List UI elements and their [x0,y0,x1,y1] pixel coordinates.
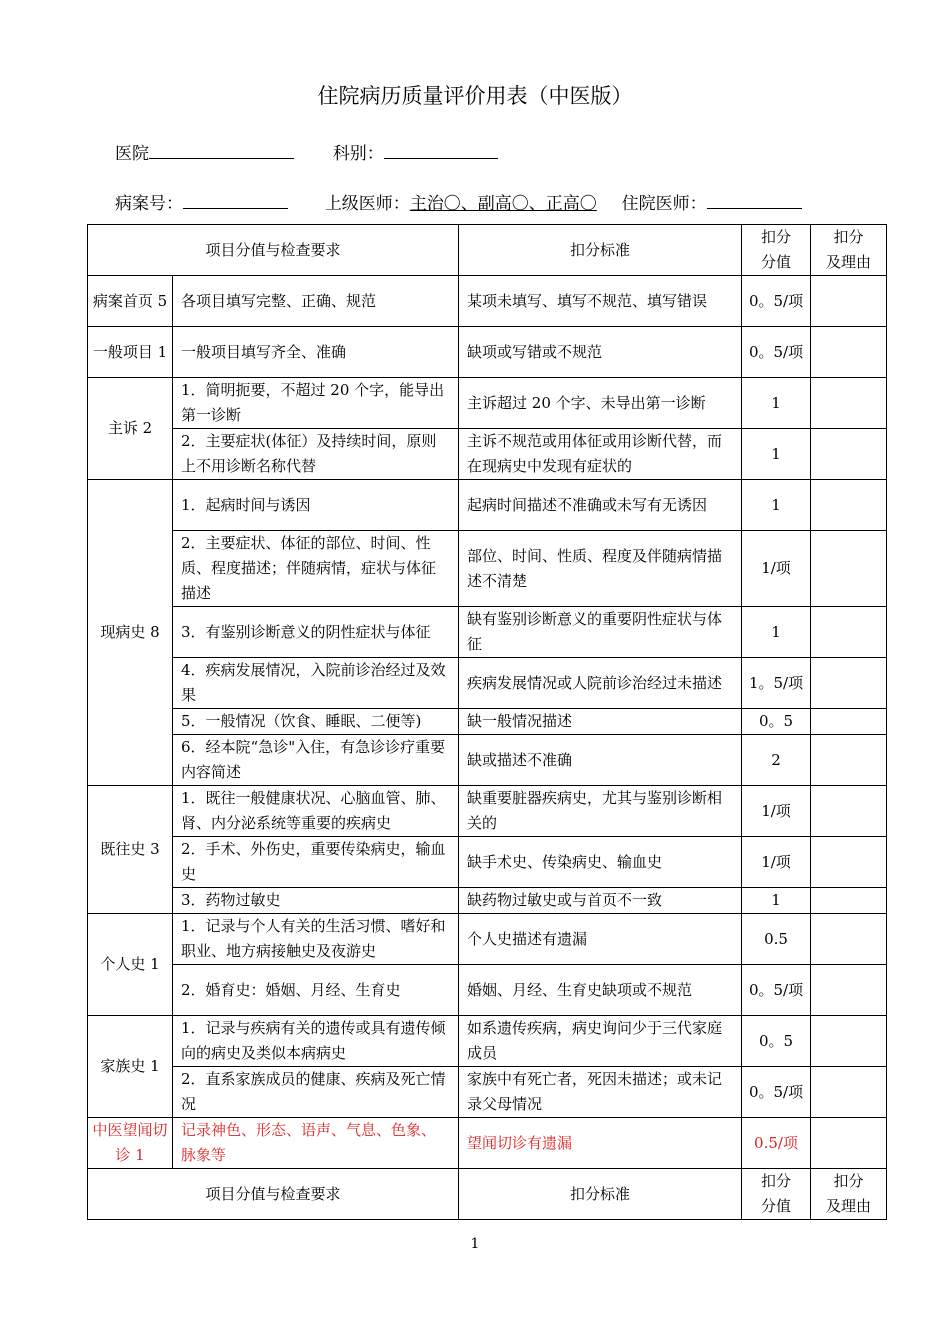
standard-cell: 家族中有死亡者，死因未描述；或未记录父母情况 [459,1067,742,1118]
table-row [88,735,887,786]
requirement-cell: 1．起病时间与诱因 [173,480,459,531]
table-row [88,709,887,735]
requirement-cell: 2．主要症状(体征）及持续时间，原则上不用诊断名称代替 [173,429,459,480]
page-number: 1 [470,1236,480,1252]
points-cell: 1 [742,480,811,531]
table-row [88,429,887,480]
requirement-cell: 1．既往一般健康状况、心脑血管、肺、肾、内分泌系统等重要的疾病史 [173,786,459,837]
table-row [88,1067,887,1118]
header-requirements: 项目分值与检查要求 [88,225,459,276]
points-cell: 1 [742,378,811,429]
standard-cell: 疾病发展情况或人院前诊治经过未描述 [459,658,742,709]
reason-input-cell[interactable] [811,786,887,837]
header-points [742,225,811,276]
standard-cell: 主诉超过 20 个字、未导出第一诊断 [459,378,742,429]
points-cell: 0。5 [742,709,811,735]
table-footer-header-row [88,1169,887,1220]
points-cell: 1/项 [742,786,811,837]
requirement-cell: 一般项目填写齐全、准确 [173,327,459,378]
standard-cell: 部位、时间、性质、程度及伴随病情描述不清楚 [459,531,742,607]
table-row [88,1118,887,1169]
evaluation-table [87,224,887,1220]
table-row [88,1016,887,1067]
header-reason-line2: 及理由 [826,253,872,271]
requirement-cell: 2．直系家族成员的健康、疾病及死亡情况 [173,1067,459,1118]
section-name: 主诉 2 [88,378,173,480]
table-row [88,531,887,607]
section-name: 现病史 8 [88,480,173,786]
points-cell: 0。5/项 [742,1067,811,1118]
standard-cell: 某项未填写、填写不规范、填写错误 [459,276,742,327]
points-cell: 0。5/项 [742,965,811,1016]
points-cell: 0。5/项 [742,327,811,378]
points-cell: 1/项 [742,837,811,888]
reason-input-cell[interactable] [811,276,887,327]
points-cell: 0。5 [742,1016,811,1067]
header-points [742,1169,811,1220]
standard-cell: 缺有鉴别诊断意义的重要阴性症状与体征 [459,607,742,658]
points-cell: 1/项 [742,531,811,607]
standard-cell: 个人史描述有遗漏 [459,914,742,965]
requirement-cell: 5．一般情况（饮食、睡眠、二便等) [173,709,459,735]
points-cell: 0.5/项 [742,1118,811,1169]
table-row [88,965,887,1016]
standard-cell: 望闻切诊有遗漏 [459,1118,742,1169]
requirement-cell: 2．手术、外伤史，重要传染病史，输血史 [173,837,459,888]
case-no-label: 病案号： [115,194,183,214]
reason-input-cell[interactable] [811,709,887,735]
hospital-field[interactable] [149,140,294,159]
requirement-cell: 2．婚育史：婚姻、月经、生育史 [173,965,459,1016]
header-points-line1: 扣分 [761,228,792,246]
table-row [88,837,887,888]
reason-input-cell[interactable] [811,658,887,709]
standard-cell: 缺手术史、传染病史、输血史 [459,837,742,888]
standard-cell: 缺药物过敏史或与首页不一致 [459,888,742,914]
standard-cell: 缺或描述不准确 [459,735,742,786]
requirement-cell: 4．疾病发展情况，入院前诊治经过及效果 [173,658,459,709]
standard-cell: 缺项或写错或不规范 [459,327,742,378]
points-cell: 1 [742,429,811,480]
reason-input-cell[interactable] [811,965,887,1016]
reason-input-cell[interactable] [811,888,887,914]
resident-field[interactable] [707,190,802,209]
header-points-line1: 扣分 [761,1172,792,1190]
standard-cell: 如系遗传疾病，病史询问少于三代家庭成员 [459,1016,742,1067]
table-row [88,658,887,709]
table-row [88,276,887,327]
reason-input-cell[interactable] [811,735,887,786]
reason-input-cell[interactable] [811,837,887,888]
requirement-cell: 1．记录与疾病有关的遗传或具有遗传倾向的病史及类似本病病史 [173,1016,459,1067]
header-standard: 扣分标准 [459,1169,742,1220]
requirement-cell: 2．主要症状、体征的部位、时间、性质、程度描述；伴随病情，症状与体征描述 [173,531,459,607]
reason-input-cell[interactable] [811,480,887,531]
reason-input-cell[interactable] [811,607,887,658]
case-no-field[interactable] [183,190,288,209]
section-name: 个人史 1 [88,914,173,1016]
reason-input-cell[interactable] [811,378,887,429]
table-row [88,607,887,658]
requirement-cell: 记录神色、形态、语声、气息、色象、脉象等 [173,1118,459,1169]
section-name: 病案首页 5 [88,276,173,327]
points-cell: 1。5/项 [742,658,811,709]
reason-input-cell[interactable] [811,1118,887,1169]
reason-input-cell[interactable] [811,914,887,965]
reason-input-cell[interactable] [811,1067,887,1118]
points-cell: 1 [742,607,811,658]
table-row [88,327,887,378]
section-name: 中医望闻切诊 1 [88,1118,173,1169]
page-title: 住院病历质量评价用表（中医版） [317,84,633,108]
header-row-1 [115,139,498,164]
header-reason-line1: 扣分 [833,1172,864,1190]
table-header-row [88,225,887,276]
header-points-line2: 分值 [761,253,792,271]
table-row [88,888,887,914]
header-requirements: 项目分值与检查要求 [88,1169,459,1220]
requirement-cell: 3．有鉴别诊断意义的阴性症状与体征 [173,607,459,658]
points-cell: 0.5 [742,914,811,965]
requirement-cell: 3．药物过敏史 [173,888,459,914]
standard-cell: 缺一般情况描述 [459,709,742,735]
reason-input-cell[interactable] [811,429,887,480]
section-name: 既往史 3 [88,786,173,914]
requirement-cell: 各项目填写完整、正确、规范 [173,276,459,327]
table-row [88,786,887,837]
requirement-cell: 6．经本院“急诊"入住，有急诊诊疗重要内容简述 [173,735,459,786]
table-row [88,480,887,531]
points-cell: 2 [742,735,811,786]
header-reason-line2: 及理由 [826,1197,872,1215]
section-name: 家族史 1 [88,1016,173,1118]
points-cell: 1 [742,888,811,914]
header-points-line2: 分值 [761,1197,792,1215]
header-reason [811,225,887,276]
dept-field[interactable] [384,140,498,159]
points-cell: 0。5/项 [742,276,811,327]
requirement-cell: 1．简明扼要，不超过 20 个字，能导出第一诊断 [173,378,459,429]
senior-options[interactable]: 主治〇、副高〇、正高〇 [409,194,597,214]
standard-cell: 婚姻、月经、生育史缺项或不规范 [459,965,742,1016]
requirement-cell: 1．记录与个人有关的生活习惯、嗜好和职业、地方病接触史及夜游史 [173,914,459,965]
header-standard: 扣分标准 [459,225,742,276]
header-row-2 [115,189,802,214]
reason-input-cell[interactable] [811,327,887,378]
senior-label: 上级医师： [324,194,410,214]
dept-label: 科别： [332,144,384,164]
table-row [88,378,887,429]
header-reason-line1: 扣分 [833,228,864,246]
hospital-label: 医院 [115,144,149,164]
standard-cell: 主诉不规范或用体征或用诊断代替，而在现病史中发现有症状的 [459,429,742,480]
reason-input-cell[interactable] [811,1016,887,1067]
standard-cell: 起病时间描述不准确或未写有无诱因 [459,480,742,531]
resident-label: 住院医师： [621,194,707,214]
header-reason [811,1169,887,1220]
standard-cell: 缺重要脏器疾病史，尤其与鉴别诊断相关的 [459,786,742,837]
table-row [88,914,887,965]
section-name: 一般项目 1 [88,327,173,378]
reason-input-cell[interactable] [811,531,887,607]
